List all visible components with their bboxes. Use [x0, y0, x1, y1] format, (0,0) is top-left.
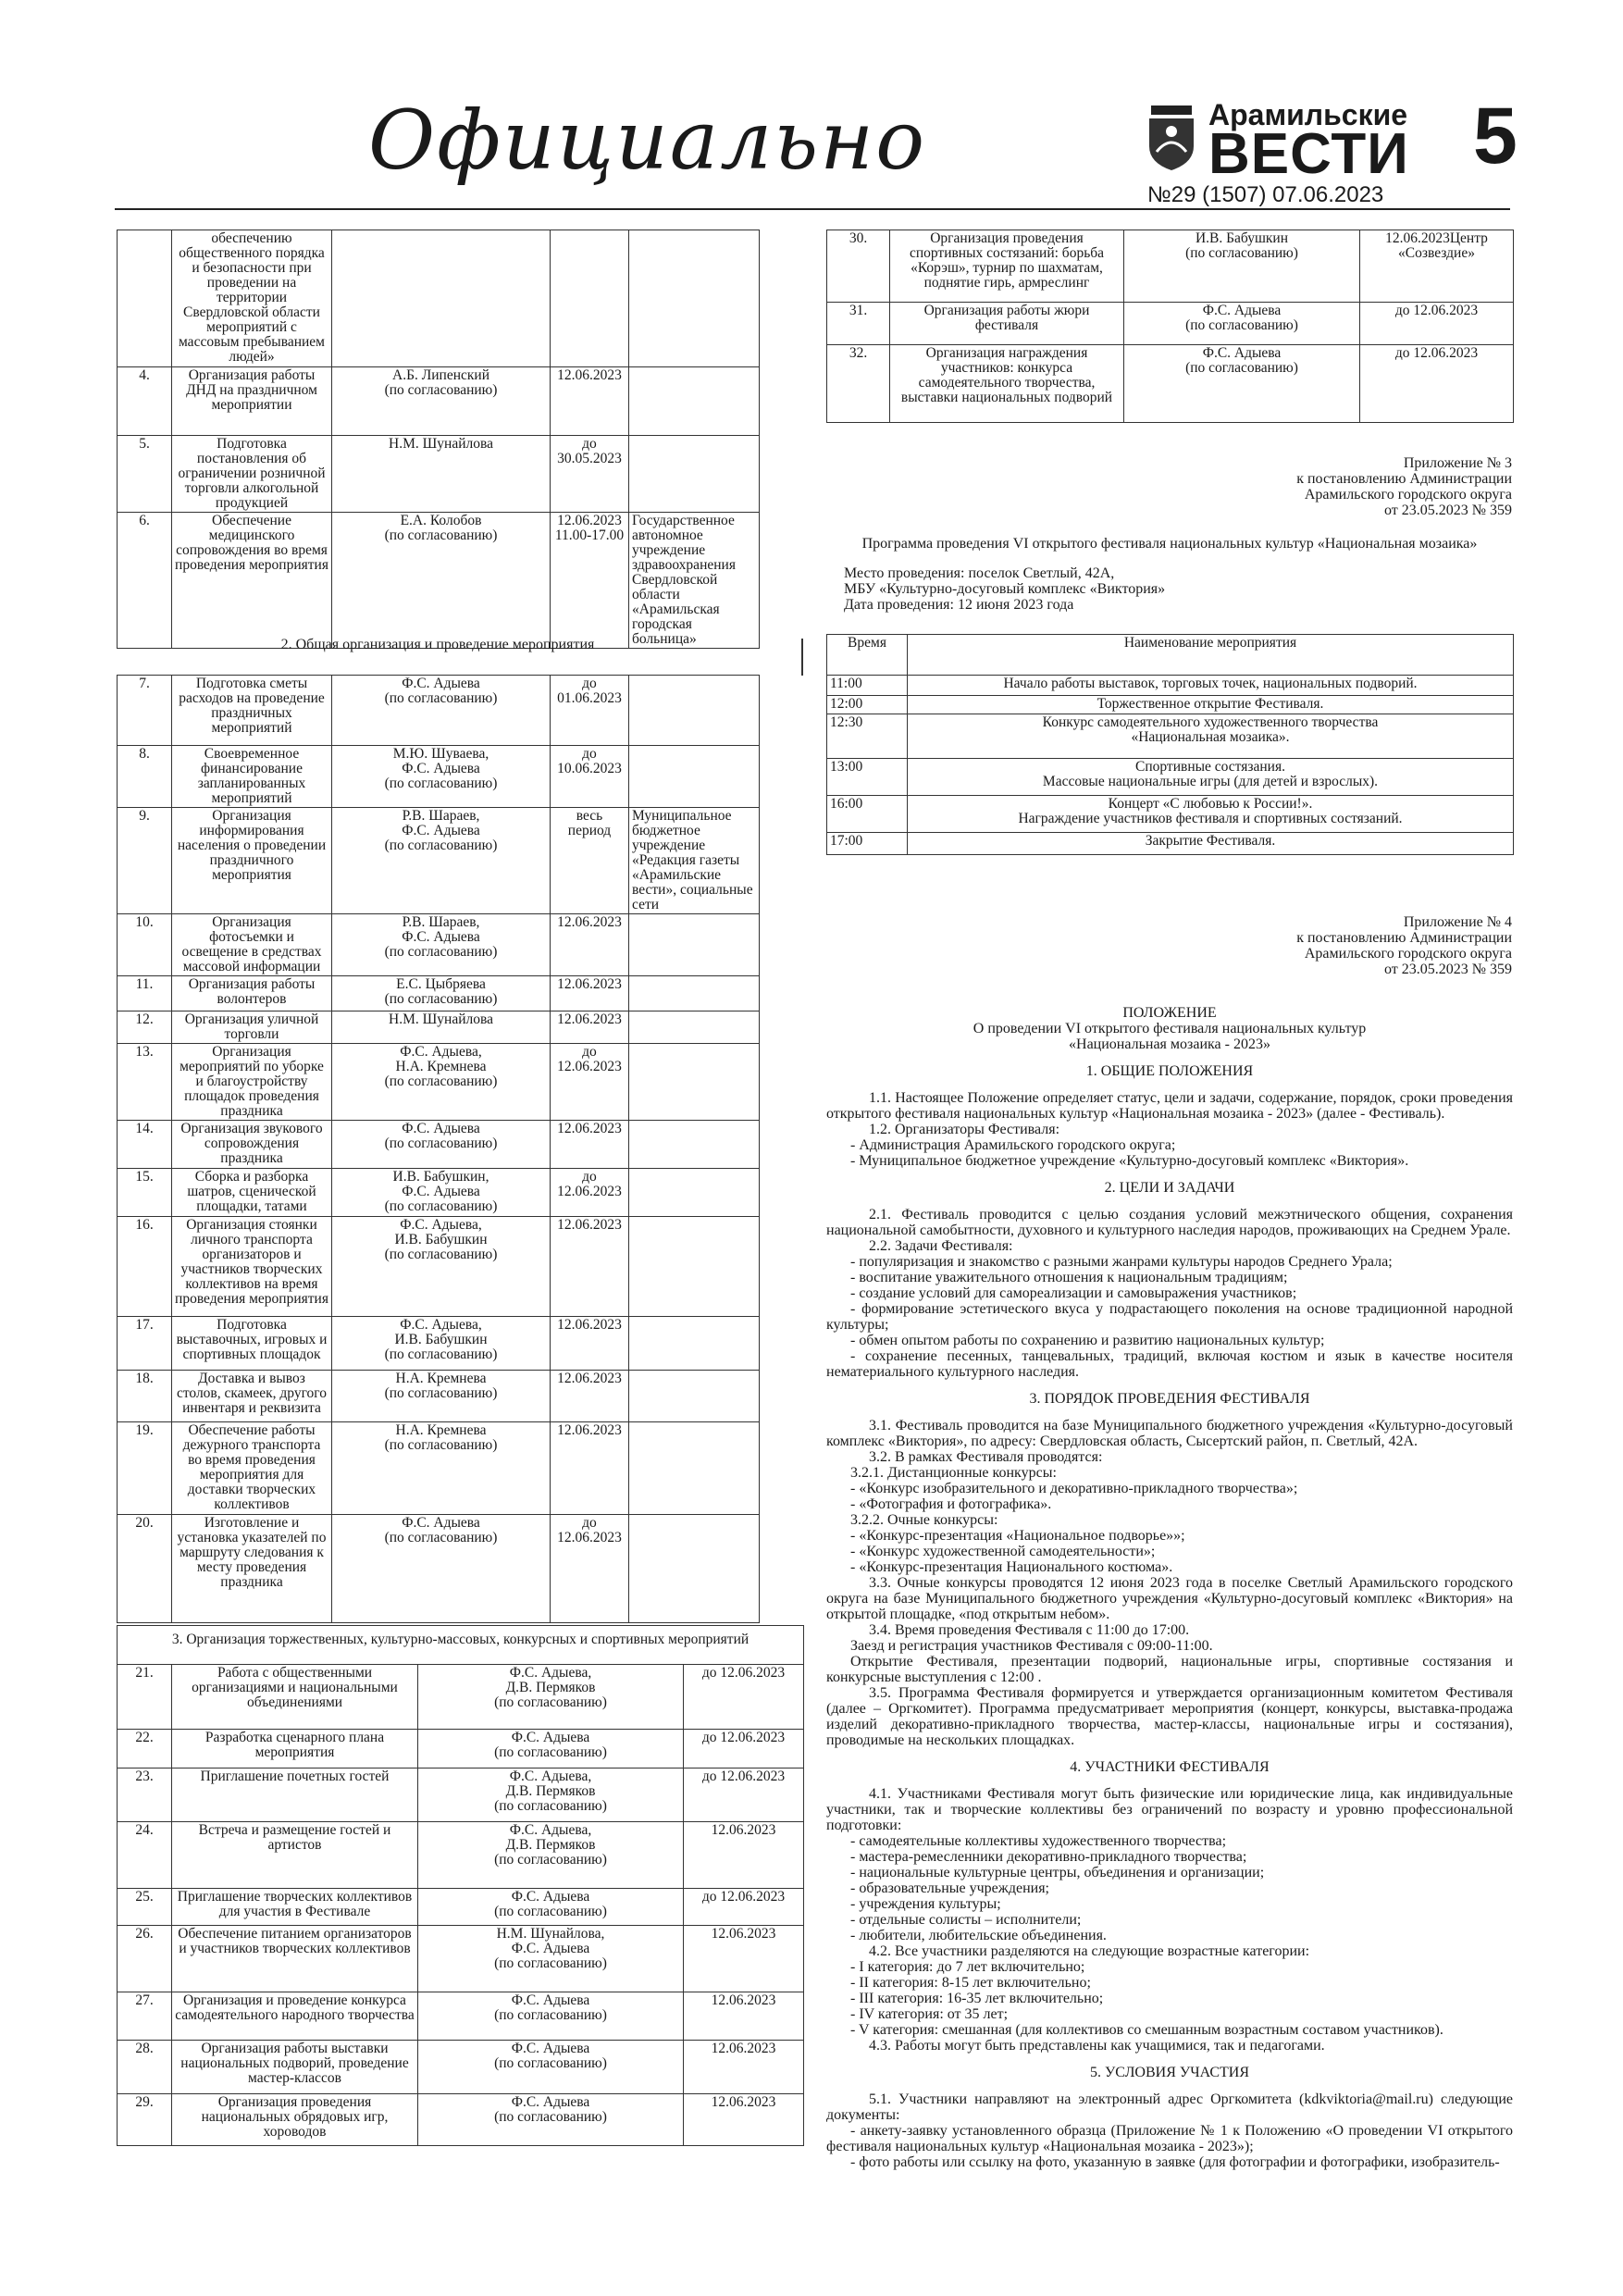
cell-action: Сборка и разборка шатров, сценической площадки, татами [172, 1169, 332, 1217]
cell-date: 12.06.2023 [684, 1926, 804, 1992]
paragraph: - формирование эстетического вкуса у подрастающего поколения на основе традиционной народной культуры; [826, 1301, 1513, 1333]
cell-resp: Ф.С. Адыева, Д.В. Пермяков (по согласованию) [418, 1822, 684, 1889]
cell-note [629, 1169, 760, 1217]
cell-resp: Ф.С. Адыева (по согласованию) [418, 1992, 684, 2041]
cell-action: Организация работы ДНД на праздничном мероприятии [172, 367, 332, 436]
cell-note [629, 976, 760, 1011]
cell-num: 23. [118, 1769, 172, 1822]
cell-date: до 01.06.2023 [551, 676, 629, 746]
cell-resp: Р.В. Шараев, Ф.С. Адыева (по согласованию) [332, 808, 551, 914]
table-row [118, 2041, 804, 2094]
column-divider [801, 639, 803, 676]
paragraph: - «Конкурс-презентация «Национальное подворье»»; [850, 1528, 1185, 1544]
schedule-head-time: Время [827, 635, 908, 676]
cell-note [629, 1371, 760, 1422]
cell-action: Разработка сценарного плана мероприятия [172, 1730, 418, 1769]
table-row [118, 746, 760, 808]
schedule-time: 17:00 [827, 833, 908, 855]
paragraph: - мастера-ремесленники декоративно-прикладного творчества; [850, 1849, 1247, 1865]
cell-action: Организация работы жюри фестиваля [890, 303, 1124, 345]
paragraph: - популяризация и знакомство с разными жанрами культуры народов Среднего Урала; [850, 1254, 1393, 1270]
schedule-event: Концерт «С любовью к России!». Награждение участников фестиваля и спортивных состязаний. [908, 796, 1514, 833]
appendix-4-line: к постановлению Администрации [1296, 930, 1512, 946]
cell-date: до 12.06.2023 [684, 1665, 804, 1730]
paragraph: - анкету-заявку установленного образца (Приложение № 1 к Положению «О проведении VI открытого фестиваля национальных культур «Национальная мозаика - 2023»); [826, 2123, 1513, 2154]
cell-date: 12.06.2023 [551, 976, 629, 1011]
table-row [118, 1665, 804, 1730]
cell-action: Встреча и размещение гостей и артистов [172, 1822, 418, 1889]
table-row [118, 914, 760, 976]
cell-date: 12.06.2023 [551, 1011, 629, 1044]
cell-resp: Е.А. Колобов (по согласованию) [332, 513, 551, 649]
cell-resp: Ф.С. Адыева, И.В. Бабушкин (по согласованию) [332, 1317, 551, 1371]
cell-num: 25. [118, 1889, 172, 1926]
cell-resp: Ф.С. Адыева, И.В. Бабушкин (по согласованию) [332, 1217, 551, 1317]
cell-note [629, 1011, 760, 1044]
date-line: Дата проведения: 12 июня 2023 года [844, 597, 1074, 613]
table-row [118, 1121, 760, 1169]
paragraph: - «Конкурс изобразительного и декоративно-прикладного творчества»; [850, 1481, 1298, 1496]
cell-resp: Н.М. Шунайлова, Ф.С. Адыева (по согласованию) [418, 1926, 684, 1992]
cell-resp: Ф.С. Адыева, Д.В. Пермяков (по согласованию) [418, 1665, 684, 1730]
cell-resp: Ф.С. Адыева (по согласованию) [418, 2041, 684, 2094]
cell-action: Обеспечение медицинского сопровождения во время проведения мероприятия [172, 513, 332, 649]
cell-resp: Ф.С. Адыева (по согласованию) [332, 1121, 551, 1169]
plan-table-b [117, 675, 760, 1623]
cell-num: 30. [827, 230, 890, 303]
paragraph: 1.2. Организаторы Фестиваля: [869, 1122, 1060, 1137]
cell-note [629, 746, 760, 808]
schedule-table [826, 634, 1514, 855]
paragraph: - национальные культурные центры, объединения и организации; [850, 1865, 1265, 1880]
cell-date: до 12.06.2023 [551, 1044, 629, 1121]
cell-num: 11. [118, 976, 172, 1011]
cell-resp: Ф.С. Адыева (по согласованию) [1124, 345, 1360, 423]
cell-resp: Н.А. Кремнева (по согласованию) [332, 1371, 551, 1422]
cell-action: Организация и проведение конкурса самодеятельного народного творчества [172, 1992, 418, 2041]
cell-num: 5. [118, 436, 172, 513]
table-row [827, 303, 1514, 345]
cell-action: Организация мероприятий по уборке и благоустройству площадок проведения праздника [172, 1044, 332, 1121]
table-row [118, 1992, 804, 2041]
schedule-row [827, 714, 1514, 759]
schedule-time: 12:30 [827, 714, 908, 759]
section-heading: 5. УСЛОВИЯ УЧАСТИЯ [1089, 2065, 1250, 2080]
cell-num: 7. [118, 676, 172, 746]
cell-note [629, 436, 760, 513]
cell-date: 12.06.2023 [684, 2041, 804, 2094]
plan-table-c [117, 1625, 804, 2146]
cell-num: 31. [827, 303, 890, 345]
table-row [118, 1044, 760, 1121]
paragraph: - воспитание уважительного отношения к национальным традициям; [850, 1270, 1288, 1285]
cell-date: 12.06.2023 [551, 1217, 629, 1317]
cell-num: 22. [118, 1730, 172, 1769]
cell-num: 21. [118, 1665, 172, 1730]
cell-resp: Н.А. Кремнева (по согласованию) [332, 1422, 551, 1515]
cell-resp: М.Ю. Шуваева, Ф.С. Адыева (по согласованию) [332, 746, 551, 808]
section-heading: 3. ПОРЯДОК ПРОВЕДЕНИЯ ФЕСТИВАЛЯ [1029, 1391, 1310, 1407]
table-row [118, 367, 760, 436]
schedule-row [827, 696, 1514, 714]
cell-action: Организация награждения участников: конкурса самодеятельного творчества, выставки национальных подворий [890, 345, 1124, 423]
coat-of-arms-icon [1146, 105, 1197, 170]
appendix-3-header [1110, 455, 1512, 518]
cell-num: 19. [118, 1422, 172, 1515]
table-row [118, 1769, 804, 1822]
table-row [118, 808, 760, 914]
paragraph: - II категория: 8-15 лет включительно; [850, 1975, 1091, 1991]
schedule-row [827, 796, 1514, 833]
cell-action: Своевременное финансирование запланированных мероприятий [172, 746, 332, 808]
cell-resp: И.В. Бабушкин, Ф.С. Адыева (по согласованию) [332, 1169, 551, 1217]
schedule-time: 11:00 [827, 676, 908, 696]
table-row [118, 1371, 760, 1422]
paragraph: 3.1. Фестиваль проводится на базе Муниципального бюджетного учреждения «Культурно-досуговый комплекс «Виктория», по адресу: Свердловская область, Сысертский район, п. Светлый, 42А. [826, 1418, 1513, 1449]
cell-resp: Ф.С. Адыева, Н.А. Кремнева (по согласованию) [332, 1044, 551, 1121]
regulation-body [826, 1005, 1513, 2170]
header-rule [115, 208, 1510, 210]
cell-num: 12. [118, 1011, 172, 1044]
table-row [118, 1011, 760, 1044]
cell-action: Организация проведения национальных обрядовых игр, хороводов [172, 2094, 418, 2146]
cell-resp: Ф.С. Адыева (по согласованию) [1124, 303, 1360, 345]
cell-date: 12.06.2023Центр «Созвездие» [1360, 230, 1514, 303]
cell-num: 32. [827, 345, 890, 423]
cell-date: до 12.06.2023 [551, 1169, 629, 1217]
cell-action: Организация информирования населения о проведении праздничного мероприятия [172, 808, 332, 914]
table-row [118, 1317, 760, 1371]
paragraph: - учреждения культуры; [850, 1896, 1001, 1912]
table-row [118, 1422, 760, 1515]
appendix-4-header [1110, 914, 1512, 977]
cell-date: до 10.06.2023 [551, 746, 629, 808]
table-row [118, 1822, 804, 1889]
table-row [827, 230, 1514, 303]
cell-date: 12.06.2023 [684, 1822, 804, 1889]
cell-action: Приглашение творческих коллективов для участия в Фестивале [172, 1889, 418, 1926]
regulation-title: ПОЛОЖЕНИЕ [1122, 1005, 1217, 1021]
table-row [118, 1169, 760, 1217]
cell-action: Подготовка постановления об ограничении розничной торговли алкогольной продукцией [172, 436, 332, 513]
paragraph: Заезд и регистрация участников Фестиваля с 09:00-11:00. [850, 1638, 1213, 1654]
cell-date: 12.06.2023 11.00-17.00 [551, 513, 629, 649]
cell-date: до 12.06.2023 [684, 1889, 804, 1926]
section-title: Официально [368, 93, 927, 188]
cell-date: 12.06.2023 [684, 1992, 804, 2041]
cell-date: 12.06.2023 [551, 1317, 629, 1371]
schedule-row [827, 833, 1514, 855]
paragraph: - «Фотография и фотографика». [850, 1496, 1052, 1512]
table-row [118, 1217, 760, 1317]
paragraph: 3.2. В рамках Фестиваля проводятся: [869, 1449, 1103, 1465]
place-line: Место проведения: поселок Светлый, 42А, [844, 565, 1115, 581]
paragraph: Открытие Фестиваля, презентации подворий, национальные игры, спортивные состязания и конкурсные выступления с 12:00 . [826, 1654, 1513, 1685]
paragraph: - обмен опытом работы по сохранению и развитию национальных культур; [850, 1333, 1325, 1348]
cell-resp: Ф.С. Адыева (по согласованию) [418, 1889, 684, 1926]
cell-num: 27. [118, 1992, 172, 2041]
cell-num: 14. [118, 1121, 172, 1169]
schedule-time: 16:00 [827, 796, 908, 833]
cell-date: до 30.05.2023 [551, 436, 629, 513]
schedule-row [827, 759, 1514, 796]
cell-date: 12.06.2023 [551, 914, 629, 976]
cell-num: 13. [118, 1044, 172, 1121]
cell-date: весь период [551, 808, 629, 914]
paragraph: - «Конкурс художественной самодеятельности»; [850, 1544, 1156, 1559]
cell-note [629, 676, 760, 746]
program-title: Программа проведения VI открытого фестиваля национальных культур «Национальная мозаика» [861, 536, 1478, 552]
cell-action: Организация стоянки личного транспорта организаторов и участников творческих коллективов на время проведения мероприятия [172, 1217, 332, 1317]
program-place [844, 565, 1492, 613]
cell-resp [332, 230, 551, 367]
paragraph: - Администрация Арамильского городского округа; [850, 1137, 1176, 1153]
cell-action: Подготовка сметы расходов на проведение праздничных мероприятий [172, 676, 332, 746]
cell-num: 8. [118, 746, 172, 808]
paragraph: - III категория: 16-35 лет включительно; [850, 1991, 1104, 2006]
table-row [118, 1515, 760, 1623]
cell-date: 12.06.2023 [551, 367, 629, 436]
place-line: МБУ «Культурно-досуговый комплекс «Виктория» [844, 581, 1166, 597]
cell-num: 16. [118, 1217, 172, 1317]
schedule-event: Спортивные состязания. Массовые национальные игры (для детей и взрослых). [908, 759, 1514, 796]
paragraph: - Муниципальное бюджетное учреждение «Культурно-досуговый комплекс «Виктория». [850, 1153, 1409, 1169]
paragraph: - отдельные солисты – исполнители; [850, 1912, 1082, 1928]
cell-note [629, 367, 760, 436]
cell-note: Муниципальное бюджетное учреждение «Редакция газеты «Арамильские вести», социальные сети [629, 808, 760, 914]
logo-bottom-text: ВЕСТИ [1208, 122, 1409, 186]
paragraph: - I категория: до 7 лет включительно; [850, 1959, 1085, 1975]
appendix-4-line: от 23.05.2023 № 359 [1383, 962, 1512, 977]
table-row [118, 1926, 804, 1992]
cell-num: 10. [118, 914, 172, 976]
schedule-head-event: Наименование мероприятия [908, 635, 1514, 676]
paragraph: 2.2. Задачи Фестиваля: [869, 1238, 1013, 1254]
cell-resp: Ф.С. Адыева (по согласованию) [332, 1515, 551, 1623]
cell-resp: Ф.С. Адыева, Д.В. Пермяков (по согласованию) [418, 1769, 684, 1822]
appendix-4-line: Арамильского городского округа [1304, 946, 1512, 962]
paragraph: - создание условий для самореализации и самовыражения участников; [850, 1285, 1297, 1301]
table-row [118, 676, 760, 746]
cell-note [629, 1422, 760, 1515]
cell-action: Организация работы выставки национальных подворий, проведение мастер-классов [172, 2041, 418, 2094]
paragraph: 5.1. Участники направляют на электронный адрес Оргкомитета (kdkviktoria@mail.ru) следующие документы: [826, 2091, 1513, 2123]
cell-date: до 12.06.2023 [551, 1515, 629, 1623]
paragraph: - любители, любительские объединения. [850, 1928, 1107, 1943]
paragraph: - образовательные учреждения; [850, 1880, 1049, 1896]
cell-num [118, 230, 172, 367]
table-row [118, 2094, 804, 2146]
appendix-4-line: Приложение № 4 [1403, 914, 1512, 930]
cell-date: 12.06.2023 [551, 1422, 629, 1515]
newspaper-logo [1146, 98, 1409, 189]
cell-resp: Н.М. Шунайлова [332, 436, 551, 513]
table-row [118, 976, 760, 1011]
cell-action: Работа с общественными организациями и национальными объединениями [172, 1665, 418, 1730]
cell-action: Организация фотосъемки и освещение в средствах массовой информации [172, 914, 332, 976]
cell-num: 18. [118, 1371, 172, 1422]
cell-resp: Е.С. Цыбряева (по согласованию) [332, 976, 551, 1011]
cell-num: 29. [118, 2094, 172, 2146]
plan-table-right [826, 230, 1514, 423]
cell-num: 24. [118, 1822, 172, 1889]
cell-note [629, 1217, 760, 1317]
cell-action: обеспечению общественного порядка и безопасности при проведении на территории Свердловской области мероприятий с массовым пребыванием людей» [172, 230, 332, 367]
cell-note: Государственное автономное учреждение здравоохранения Свердловской области «Арамильская городская больница» [629, 513, 760, 649]
cell-action: Организация звукового сопровождения праздника [172, 1121, 332, 1169]
cell-num: 9. [118, 808, 172, 914]
paragraph: - фото работы или ссылку на фото, указанную в заявке (для фотографии и фотографики, изобразитель- [850, 2154, 1500, 2170]
paragraph: 2.1. Фестиваль проводится с целью создания условий межэтнического общения, сохранения национальной самобытности, духовного и культурного наследия народов, проживающих на Среднем Урале. [826, 1207, 1513, 1238]
cell-num: 4. [118, 367, 172, 436]
schedule-event: Торжественное открытие Фестиваля. [908, 696, 1514, 714]
section-2-title: 2. Общая организация и проведение мероприятия [280, 637, 595, 652]
schedule-event: Конкурс самодеятельного художественного творчества «Национальная мозаика». [908, 714, 1514, 759]
cell-note [629, 1121, 760, 1169]
cell-action: Доставка и вывоз столов, скамеек, другого инвентаря и реквизита [172, 1371, 332, 1422]
paragraph: - самодеятельные коллективы художественного творчества; [850, 1833, 1227, 1849]
cell-action: Организация уличной торговли [172, 1011, 332, 1044]
regulation-subtitle: О проведении VI открытого фестиваля национальных культур [973, 1021, 1367, 1036]
cell-resp: Ф.С. Адыева (по согласованию) [332, 676, 551, 746]
paragraph: 3.3. Очные конкурсы проводятся 12 июня 2023 года в поселке Светлый Арамильского городского округа на базе Муниципального бюджетного учреждения «Культурно-досуговый комплекс «Виктория» на открытой площадке, «под открытым небом». [826, 1575, 1513, 1622]
cell-note [629, 230, 760, 367]
paragraph: 3.2.1. Дистанционные конкурсы: [850, 1465, 1057, 1481]
paragraph: - «Конкурс-презентация Национального костюма». [850, 1559, 1173, 1575]
cell-date: до 12.06.2023 [684, 1730, 804, 1769]
cell-note [629, 1044, 760, 1121]
cell-date: 12.06.2023 [684, 2094, 804, 2146]
section-heading: 1. ОБЩИЕ ПОЛОЖЕНИЯ [1085, 1063, 1254, 1079]
table-row [118, 1889, 804, 1926]
paragraph: 3.5. Программа Фестиваля формируется и утверждается организационным комитетом Фестиваля (далее – Оргкомитет). Программа предусматривает мероприятия (концерт, конкурсы, выставка-продажа изделий декоративно-прикладного творчества, мастер-классы, национальные игры и состязания), проводимые на нескольких площадках. [826, 1685, 1513, 1748]
paragraph: - IV категория: от 35 лет; [850, 2006, 1009, 2022]
cell-date: до 12.06.2023 [1360, 345, 1514, 423]
plan-table-a [117, 230, 760, 649]
logo-top-text: Арамильские [1208, 98, 1408, 131]
schedule-row [827, 676, 1514, 696]
section-heading: 4. УЧАСТНИКИ ФЕСТИВАЛЯ [1070, 1759, 1270, 1775]
appendix-3-line: Арамильского городского округа [1304, 487, 1512, 503]
table-row [118, 230, 760, 367]
appendix-3-line: Приложение № 3 [1403, 455, 1512, 471]
cell-num: 17. [118, 1317, 172, 1371]
cell-action: Изготовление и установка указателей по маршруту следования к месту проведения праздника [172, 1515, 332, 1623]
cell-resp: Н.М. Шунайлова [332, 1011, 551, 1044]
cell-num: 20. [118, 1515, 172, 1623]
appendix-3-line: от 23.05.2023 № 359 [1383, 503, 1512, 518]
cell-num: 15. [118, 1169, 172, 1217]
schedule-time: 13:00 [827, 759, 908, 796]
cell-note [629, 1317, 760, 1371]
paragraph: 1.1. Настоящее Положение определяет статус, цели и задачи, содержание, порядок, сроки проведения открытого фестиваля национальных культур «Национальная мозаика - 2023» (далее - Фестиваль). [826, 1090, 1513, 1122]
cell-date: до 12.06.2023 [1360, 303, 1514, 345]
schedule-event: Закрытие Фестиваля. [908, 833, 1514, 855]
section-heading: 2. ЦЕЛИ И ЗАДАЧИ [1104, 1180, 1235, 1196]
paragraph: 4.3. Работы могут быть представлены как учащимися, так и педагогами. [869, 2038, 1325, 2054]
regulation-subtitle: «Национальная мозаика - 2023» [1069, 1036, 1270, 1052]
table-row [118, 513, 760, 649]
cell-action: Обеспечение питанием организаторов и участников творческих коллективов [172, 1926, 418, 1992]
cell-resp: А.Б. Липенский (по согласованию) [332, 367, 551, 436]
paragraph: 3.4. Время проведения Фестиваля с 11:00 до 17:00. [869, 1622, 1190, 1638]
cell-resp: Ф.С. Адыева (по согласованию) [418, 2094, 684, 2146]
cell-date: до 12.06.2023 [684, 1769, 804, 1822]
cell-date [551, 230, 629, 367]
cell-action: Обеспечение работы дежурного транспорта во время проведения мероприятия для доставки творческих коллективов [172, 1422, 332, 1515]
paragraph: - V категория: смешанная (для коллективов со смешанным возрастным составом участников). [850, 2022, 1443, 2038]
issue-number: №29 (1507) 07.06.2023 [1147, 182, 1384, 207]
table-row [118, 1730, 804, 1769]
table-row [827, 345, 1514, 423]
cell-date: 12.06.2023 [551, 1121, 629, 1169]
section-3-title: 3. Организация торжественных, культурно-массовых, конкурсных и спортивных мероприятий [118, 1626, 804, 1665]
cell-resp: И.В. Бабушкин (по согласованию) [1124, 230, 1360, 303]
cell-note [629, 1515, 760, 1623]
paragraph: - сохранение песенных, танцевальных, традиций, включая костюм и язык в качестве носителя нематериального культурного наследия. [826, 1348, 1513, 1380]
schedule-time: 12:00 [827, 696, 908, 714]
page-number: 5 [1473, 92, 1518, 180]
cell-num: 26. [118, 1926, 172, 1992]
paragraph: 4.2. Все участники разделяются на следующие возрастные категории: [869, 1943, 1310, 1959]
cell-resp: Ф.С. Адыева (по согласованию) [418, 1730, 684, 1769]
cell-note [629, 914, 760, 976]
cell-action: Приглашение почетных гостей [172, 1769, 418, 1822]
appendix-3-line: к постановлению Администрации [1296, 471, 1512, 487]
cell-num: 6. [118, 513, 172, 649]
table-row [118, 436, 760, 513]
paragraph: 4.1. Участниками Фестиваля могут быть физические или юридические лица, как индивидуальные участники, так и творческие коллективы без ограничений по возрасту и уровню профессиональной подготовки: [826, 1786, 1513, 1833]
cell-action: Подготовка выставочных, игровых и спортивных площадок [172, 1317, 332, 1371]
cell-num: 28. [118, 2041, 172, 2094]
paragraph: 3.2.2. Очные конкурсы: [850, 1512, 998, 1528]
cell-date: 12.06.2023 [551, 1371, 629, 1422]
schedule-event: Начало работы выставок, торговых точек, национальных подворий. [908, 676, 1514, 696]
cell-resp: Р.В. Шараев, Ф.С. Адыева (по согласованию) [332, 914, 551, 976]
cell-action: Организация работы волонтеров [172, 976, 332, 1011]
cell-action: Организация проведения спортивных состязаний: борьба «Корэш», турнир по шахматам, поднятие гирь, армреслинг [890, 230, 1124, 303]
